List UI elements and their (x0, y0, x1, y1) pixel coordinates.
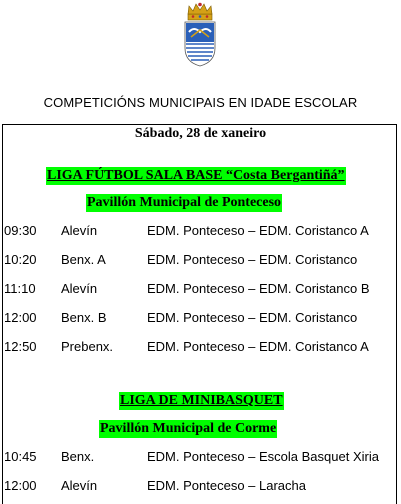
venue-title: Pavillón Municipal de Corme (100, 421, 277, 436)
match-category: Benx. A (61, 252, 106, 267)
match-teams: EDM. Ponteceso – EDM. Coristanco (147, 310, 358, 325)
match-time: 10:45 (4, 449, 37, 464)
match-time: 09:30 (4, 223, 37, 238)
match-time: 12:00 (4, 478, 37, 493)
schedule-date: Sábado, 28 de xaneiro (134, 126, 267, 141)
match-row (0, 448, 401, 466)
venue-title: Pavillón Municipal de Ponteceso (87, 195, 282, 210)
match-row (0, 477, 401, 495)
league-title: LIGA FÚTBOL SALA BASE “Costa Bergantiñá” (47, 168, 345, 183)
match-row (0, 251, 401, 269)
match-category: Benx. B (61, 310, 107, 325)
match-time: 12:00 (4, 310, 37, 325)
match-time: 12:50 (4, 339, 37, 354)
league-title: LIGA DE MINIBASQUET (120, 393, 283, 408)
match-category: Benx. (61, 449, 95, 464)
match-row (0, 338, 401, 356)
match-category: Alevín (61, 281, 98, 296)
match-teams: EDM. Ponteceso – Escola Basquet Xiria (147, 449, 379, 464)
match-teams: EDM. Ponteceso – EDM. Coristanco B (147, 281, 370, 296)
match-row (0, 309, 401, 327)
match-time: 10:20 (4, 252, 37, 267)
match-teams: EDM. Ponteceso – EDM. Coristanco (147, 252, 358, 267)
match-teams: EDM. Ponteceso – EDM. Coristanco A (147, 223, 369, 238)
match-teams: EDM. Ponteceso – Laracha (147, 478, 306, 493)
page-heading: COMPETICIÓNS MUNICIPAIS EN IDADE ESCOLAR (43, 95, 358, 110)
match-row (0, 280, 401, 298)
match-category: Alevín (61, 478, 98, 493)
match-row (0, 222, 401, 240)
municipal-coat-of-arms-icon (183, 2, 217, 68)
match-teams: EDM. Ponteceso – EDM. Coristanco A (147, 339, 369, 354)
match-category: Alevín (61, 223, 98, 238)
match-time: 11:10 (4, 281, 36, 296)
match-category: Prebenx. (61, 339, 114, 354)
